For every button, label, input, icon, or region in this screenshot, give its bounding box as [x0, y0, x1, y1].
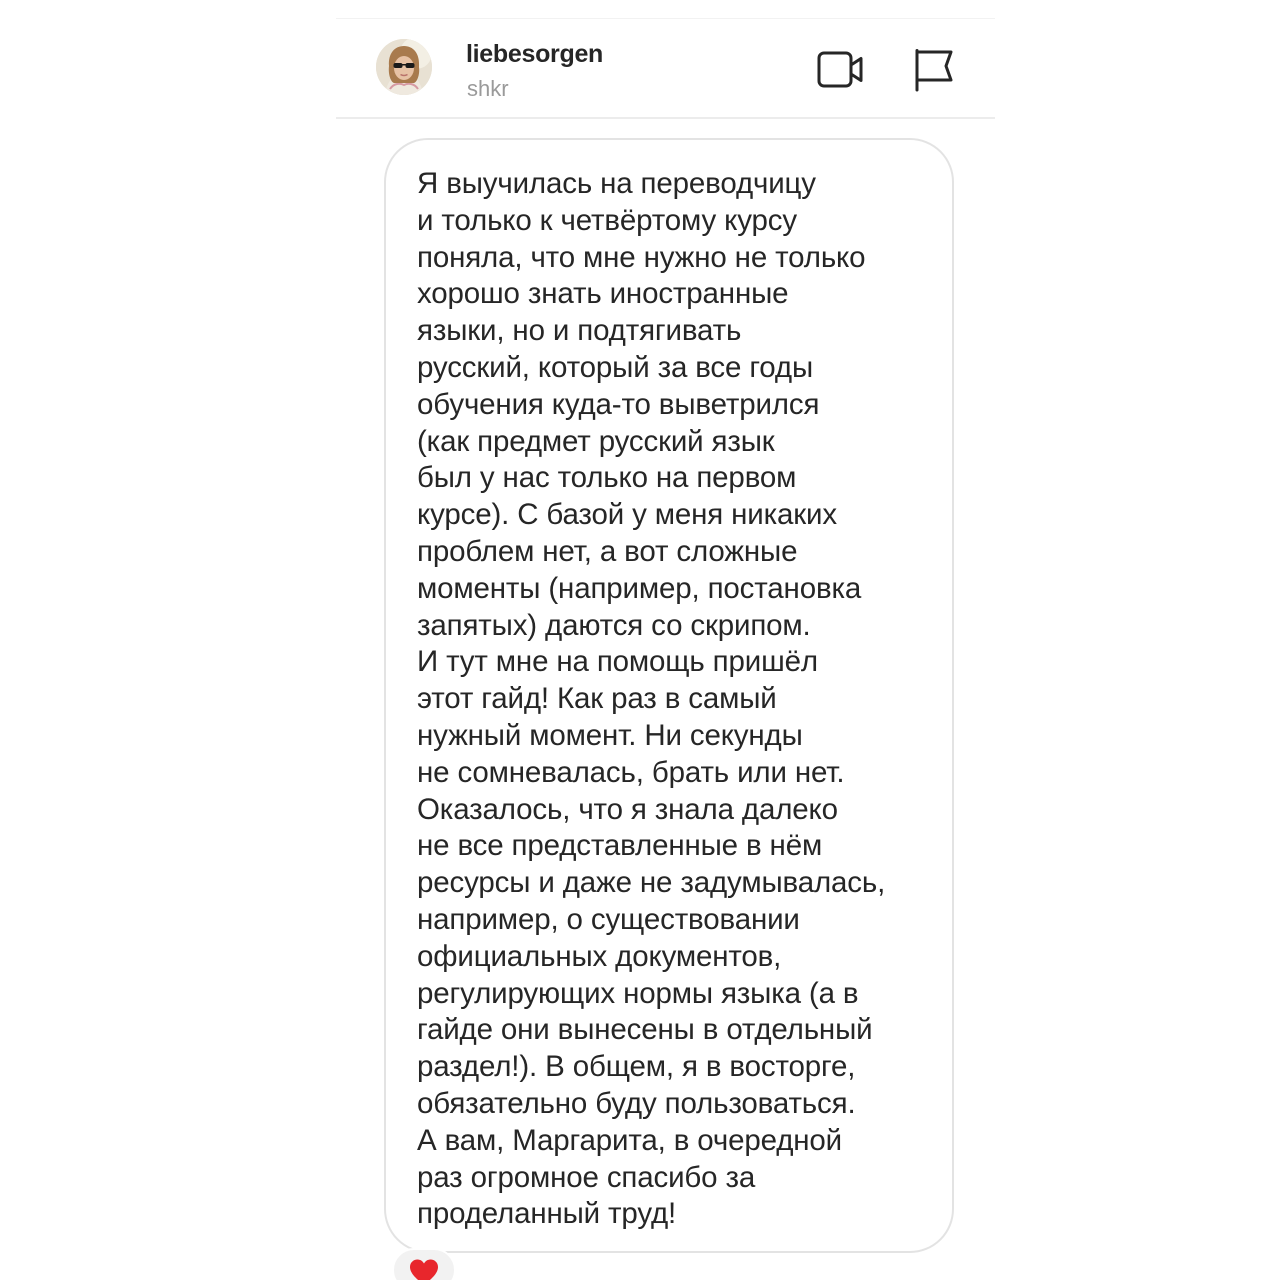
username[interactable]: liebesorgen	[466, 40, 604, 68]
chat-header	[336, 18, 995, 119]
report-button[interactable]	[908, 47, 958, 93]
message-reaction[interactable]	[392, 1248, 456, 1280]
message-bubble[interactable]	[384, 138, 954, 1253]
flag-icon	[910, 48, 956, 92]
video-call-button[interactable]	[816, 47, 866, 93]
heart-icon	[408, 1258, 440, 1280]
user-subname: shkr	[467, 76, 509, 101]
message-text: Я выучилась на переводчицу и только к четвёртому курсу поняла, что мне нужно не только хорошо знать иностранные языки, но и подтягивать русский, который за все годы обучения куда-то выветрился (как предмет русский язык был у нас только на первом курсе). С базой у меня никаких проблем нет, а вот сложные моменты (например, постановка запятых) даются со скрипом. И тут мне на помощь пришёл этот гайд! Как раз в самый нужный момент. Ни секунды не сомневалась, брать или нет. Оказалось, что я знала далеко не все представленные в нём ресурсы и даже не задумывалась, например, о существовании официальных документов, регулирующих нормы языка (а в гайде они вынесены в отдельный раздел!). В общем, я в восторге, обязательно буду пользоваться. А вам, Маргарита, в очередной раз огромное спасибо за проделанный труд!	[417, 167, 886, 1231]
avatar-photo-icon	[376, 39, 432, 95]
user-avatar[interactable]	[376, 39, 432, 95]
video-camera-icon	[817, 49, 865, 91]
